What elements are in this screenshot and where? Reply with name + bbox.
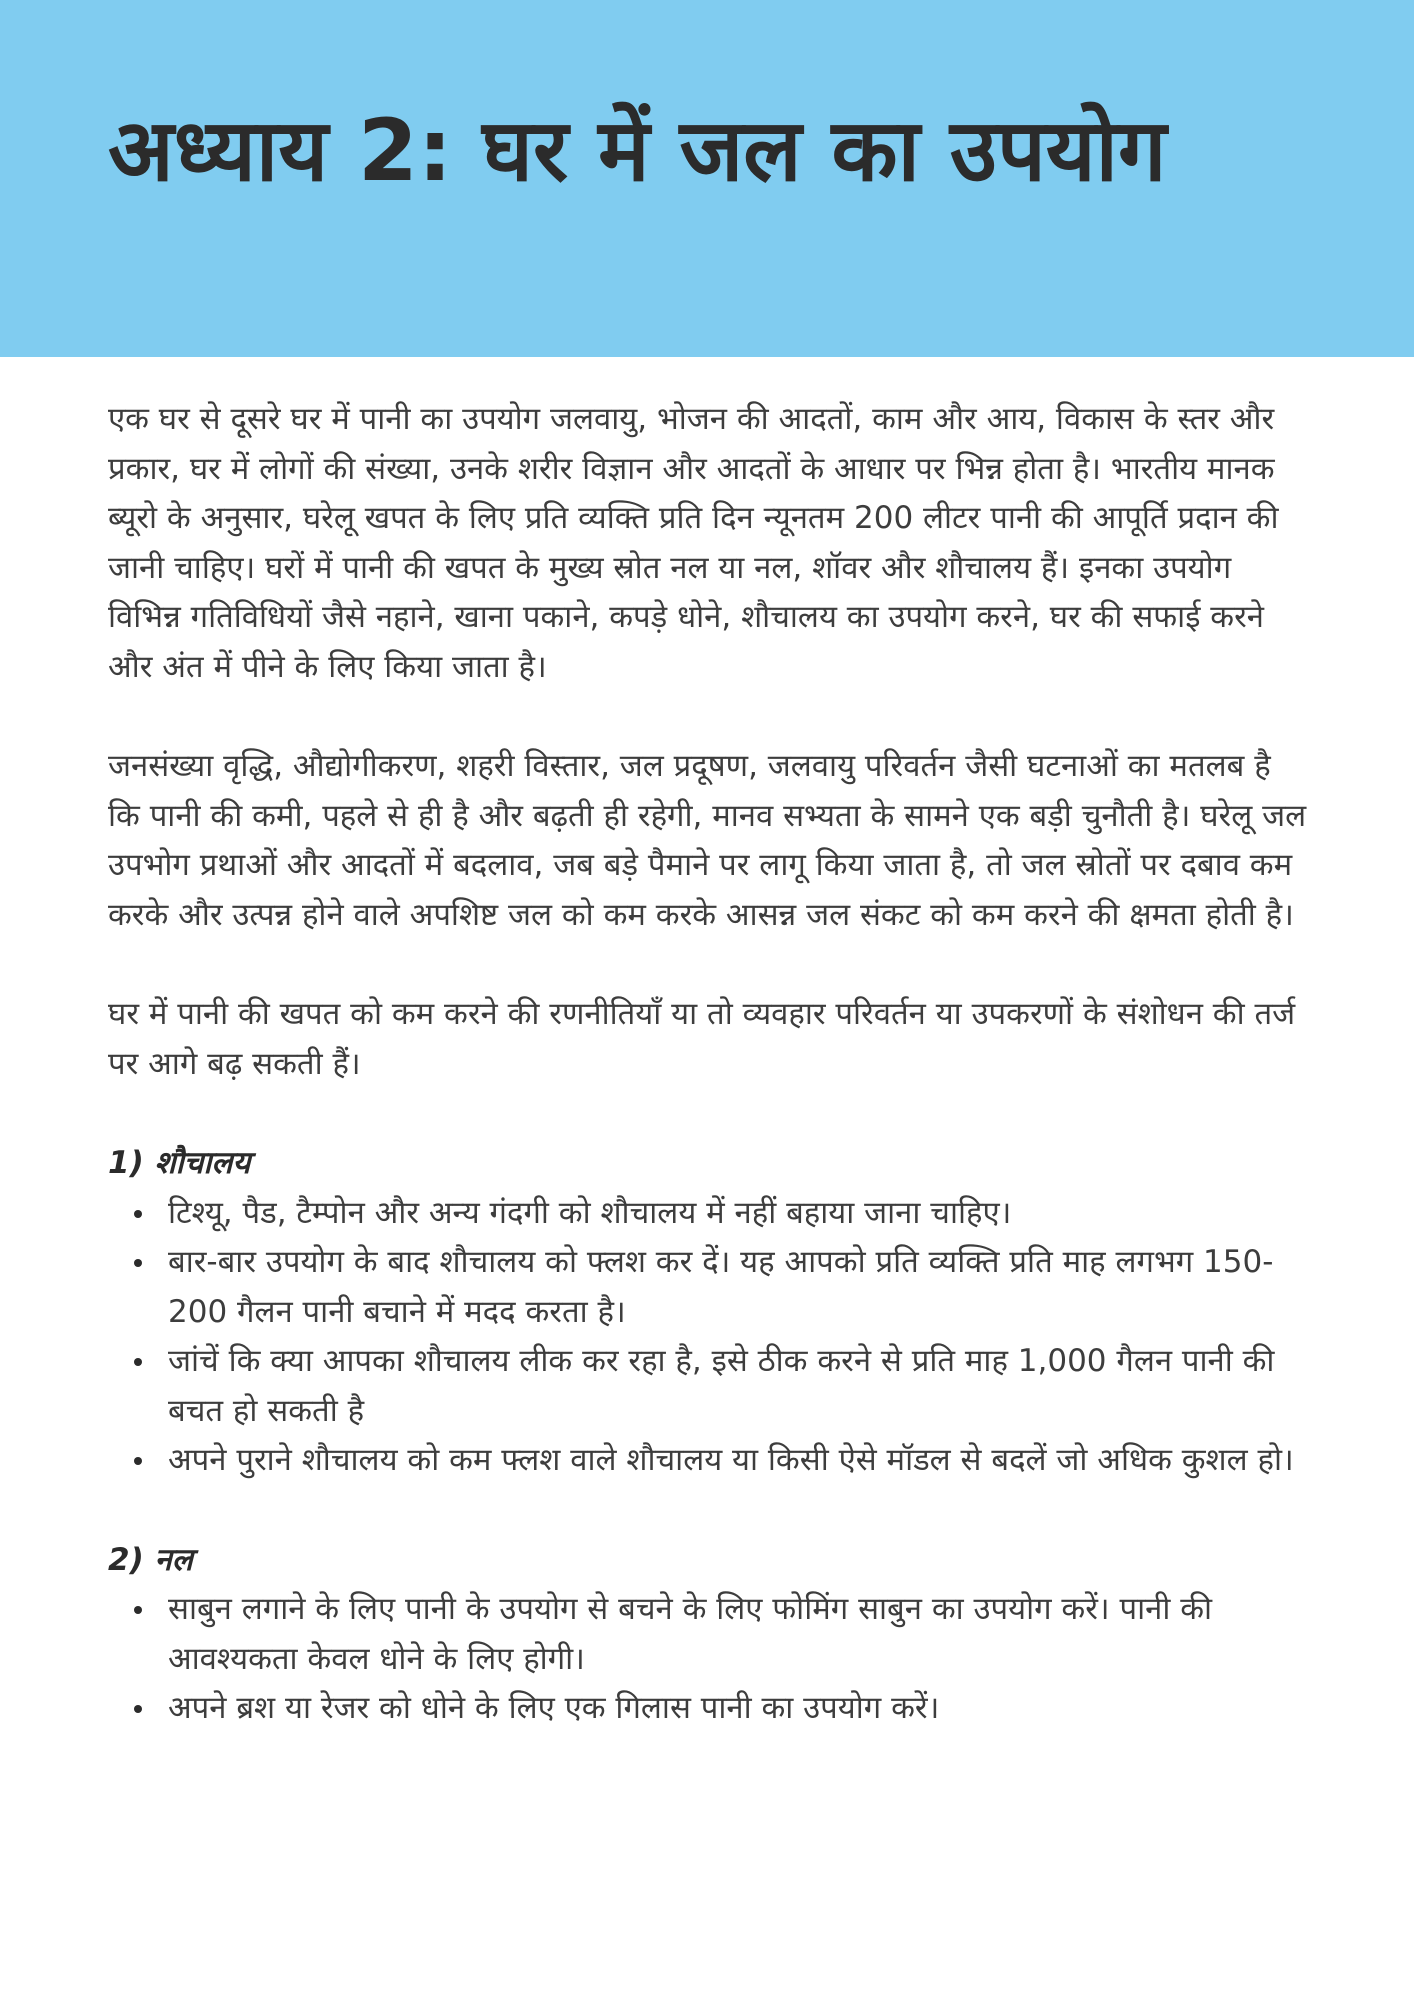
bullet-icon [134, 1210, 142, 1218]
list-item [108, 1337, 1308, 1436]
list-item [108, 1238, 1308, 1337]
section-title-toilet: 1) शौचालय [108, 1145, 251, 1181]
section-title-tap: 2) नल [108, 1541, 193, 1578]
list-item [108, 1436, 1308, 1486]
list-item-text: जांचें कि क्या आपका शौचालय लीक कर रहा है, इसे ठीक करने से प्रति माह 1,000 गैलन पानी की बचत हो सकती है [168, 1343, 1275, 1429]
list-item-text: साबुन लगाने के लिए पानी के उपयोग से बचने के लिए फोमिंग साबुन का उपयोग करें। पानी की आवश्यकता केवल धोने के लिए होगी। [168, 1591, 1213, 1677]
list-item-text: अपने पुराने शौचालय को कम फ्लश वाले शौचालय या किसी ऐसे मॉडल से बदलें जो अधिक कुशल हो। [168, 1442, 1294, 1478]
intro-paragraph: एक घर से दूसरे घर में पानी का उपयोग जलवायु, भोजन की आदतों, काम और आय, विकास के स्तर और प्रकार, घर में लोगों की संख्या, उनके शरीर विज्ञान और आदतों के आधार पर भिन्न होता है। भारतीय मानक ब्यूरो के अनुसार, घरेलू खपत के लिए प्रति व्यक्ति प्रति दिन न्यूनतम 200 लीटर पानी की आपूर्ति प्रदान की जानी चाहिए। घरों में पानी की खपत के मुख्य स्रोत नल या नल, शॉवर और शौचालय हैं। इनका उपयोग विभिन्न गतिविधियों जैसे नहाने, खाना पकाने, कपड़े धोने, शौचालय का उपयोग करने, घर की सफाई करने और अंत में पीने के लिए किया जाता है। [108, 401, 1279, 685]
list-item-text: अपने ब्रश या रेजर को धोने के लिए एक गिलास पानी का उपयोग करें। [168, 1690, 940, 1726]
content-body [108, 395, 1308, 1784]
tap-bullet-list [108, 1585, 1308, 1734]
page-title: अध्याय 2: घर में जल का उपयोग [108, 101, 1167, 201]
list-item [108, 1585, 1308, 1684]
strategy-paragraph: घर में पानी की खपत को कम करने की रणनीतियाँ या तो व्यवहार परिवर्तन या उपकरणों के संशोधन की तर्ज पर आगे बढ़ सकती हैं। [108, 996, 1296, 1082]
header-banner [0, 0, 1414, 357]
bullet-icon [134, 1358, 142, 1366]
bullet-icon [134, 1606, 142, 1614]
bullet-icon [134, 1705, 142, 1713]
list-item-text: टिश्यू, पैड, टैम्पोन और अन्य गंदगी को शौचालय में नहीं बहाया जाना चाहिए। [168, 1194, 1012, 1231]
challenge-paragraph: जनसंख्या वृद्धि, औद्योगीकरण, शहरी विस्तार, जल प्रदूषण, जलवायु परिवर्तन जैसी घटनाओं का मतलब है कि पानी की कमी, पहले से ही है और बढ़ती ही रहेगी, मानव सभ्यता के सामने एक बड़ी चुनौती है। घरेलू जल उपभोग प्रथाओं और आदतों में बदलाव, जब बड़े पैमाने पर लागू किया जाता है, तो जल स्रोतों पर दबाव कम करके और उत्पन्न होने वाले अपशिष्ट जल को कम करके आसन्न जल संकट को कम करने की क्षमता होती है। [108, 748, 1307, 933]
list-item-text: बार-बार उपयोग के बाद शौचालय को फ्लश कर दें। यह आपको प्रति व्यक्ति प्रति माह लगभग 150-200 गैलन पानी बचाने में मदद करता है। [168, 1244, 1274, 1330]
list-item [108, 1684, 1308, 1734]
bullet-icon [134, 1259, 142, 1267]
list-item [108, 1189, 1308, 1239]
toilet-bullet-list [108, 1189, 1308, 1486]
bullet-icon [134, 1457, 142, 1465]
